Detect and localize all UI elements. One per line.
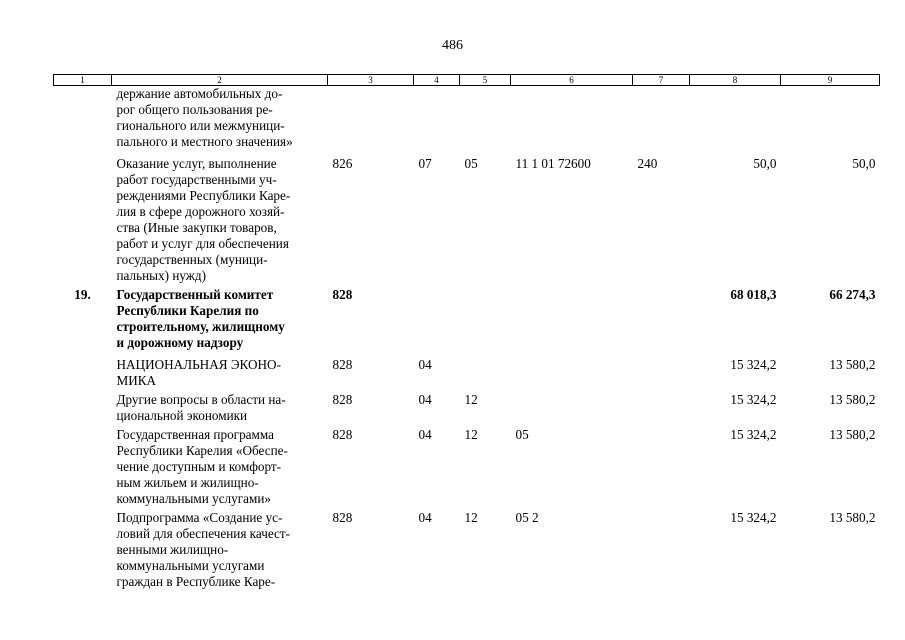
admin-code: 828 (332, 357, 353, 372)
amount-year-1: 50,0 (753, 156, 777, 171)
amount-year-2: 13 580,2 (829, 510, 876, 525)
column-header: 7 (633, 75, 690, 86)
expense-type-code (633, 389, 690, 424)
table-header (54, 75, 880, 86)
row-number (54, 86, 112, 151)
subsection-code: 12 (464, 392, 478, 407)
subsection-code (460, 351, 511, 389)
column-header: 4 (414, 75, 460, 86)
section-code: 04 (418, 392, 432, 407)
admin-code: 828 (332, 510, 353, 525)
target-article-code: 05 (515, 427, 529, 442)
column-number-row (54, 75, 880, 86)
target-article-code (511, 284, 633, 351)
column-header: 5 (460, 75, 511, 86)
subsection-code (460, 284, 511, 351)
subsection-code: 12 (464, 510, 478, 525)
table-body (54, 86, 880, 591)
page-number: 486 (442, 38, 463, 53)
amount-year-1 (690, 86, 781, 151)
admin-code: 826 (332, 156, 353, 171)
expense-type-code (633, 86, 690, 151)
row-name: Другие вопросы в области на- циональной экономики (116, 392, 286, 423)
budget-table (53, 74, 880, 590)
row-number (54, 150, 112, 284)
section-code (414, 284, 460, 351)
row-name: Оказание услуг, выполнение работ государственными уч- реждениями Республики Каре- лия в сфере дорожного хозяй- ства (Иные закупки товаров, работ и услуг для обеспечения государственных (муници- пальных) нужд) (116, 156, 291, 283)
row-number (54, 507, 112, 590)
expense-type-code (633, 284, 690, 351)
table-row (54, 424, 880, 507)
table-row (54, 389, 880, 424)
section-code (414, 86, 460, 151)
amount-year-1: 68 018,3 (730, 287, 777, 302)
column-header: 8 (690, 75, 781, 86)
row-name: держание автомобильных до- рог общего пользования ре- гионального или межмуници- пального и местного значения» (116, 86, 293, 149)
subsection-code: 12 (464, 427, 478, 442)
section-code: 07 (418, 156, 432, 171)
amount-year-2: 13 580,2 (829, 392, 876, 407)
table-row (54, 507, 880, 590)
section-code: 04 (418, 427, 432, 442)
target-article-code (511, 351, 633, 389)
amount-year-2: 50,0 (852, 156, 876, 171)
table-row (54, 150, 880, 284)
amount-year-1: 15 324,2 (730, 392, 777, 407)
column-header: 3 (328, 75, 414, 86)
admin-code: 828 (332, 427, 353, 442)
target-article-code (511, 389, 633, 424)
section-code: 04 (418, 510, 432, 525)
column-header: 6 (511, 75, 633, 86)
amount-year-1: 15 324,2 (730, 510, 777, 525)
target-article-code: 05 2 (515, 510, 539, 525)
column-header: 9 (781, 75, 880, 86)
row-name: Государственный комитет Республики Карелия по строительному, жилищному и дорожному надзору (116, 287, 285, 350)
row-name: Подпрограмма «Создание ус- ловий для обеспечения качест- венными жилищно- коммунальными услугами граждан в Республике Каре- (116, 510, 291, 589)
target-article-code (511, 86, 633, 151)
table-row (54, 284, 880, 351)
column-header: 2 (112, 75, 328, 86)
target-article-code: 11 1 01 72600 (515, 156, 591, 171)
amount-year-2 (781, 86, 880, 151)
row-name: НАЦИОНАЛЬНАЯ ЭКОНО- МИКА (116, 357, 281, 388)
admin-code: 828 (332, 287, 353, 302)
admin-code (328, 86, 414, 151)
amount-year-1: 15 324,2 (730, 427, 777, 442)
expense-type-code (633, 507, 690, 590)
amount-year-1: 15 324,2 (730, 357, 777, 372)
expense-type-code (633, 424, 690, 507)
expense-type-code (633, 351, 690, 389)
subsection-code: 05 (464, 156, 478, 171)
expense-type-code: 240 (637, 156, 658, 171)
amount-year-2: 13 580,2 (829, 357, 876, 372)
row-number (54, 424, 112, 507)
row-number (54, 389, 112, 424)
table-row (54, 86, 880, 151)
subsection-code (460, 86, 511, 151)
row-number (54, 351, 112, 389)
table-row (54, 351, 880, 389)
amount-year-2: 66 274,3 (829, 287, 876, 302)
admin-code: 828 (332, 392, 353, 407)
section-code: 04 (418, 357, 432, 372)
amount-year-2: 13 580,2 (829, 427, 876, 442)
column-header: 1 (54, 75, 112, 86)
row-name: Государственная программа Республики Карелия «Обеспе- чение доступным и комфорт- ным жильем и жилищно- коммунальными услугами» (116, 427, 288, 506)
row-number: 19. (74, 287, 91, 302)
